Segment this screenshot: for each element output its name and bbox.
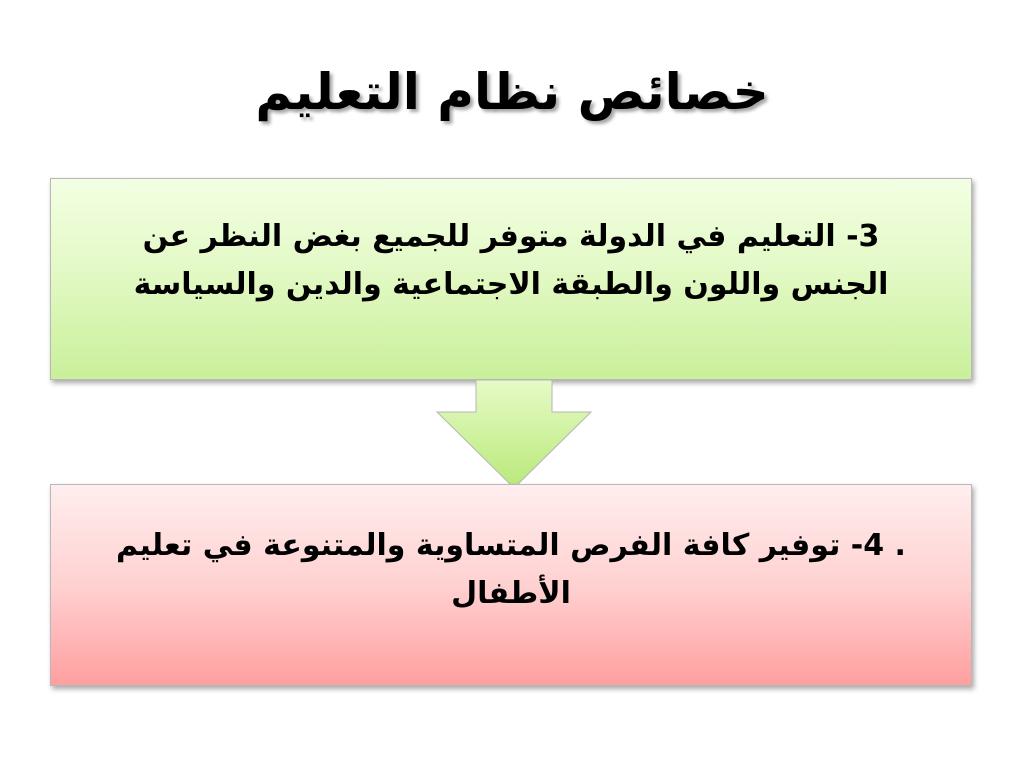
item-text-4: . 4- توفير كافة الفرص المتساوية والمتنوعة في تعليم الأطفال <box>116 528 906 611</box>
item-box-4 <box>50 484 972 686</box>
slide-title: خصائص نظام التعليم <box>255 63 769 121</box>
item-box-3 <box>50 178 972 380</box>
down-arrow-icon <box>435 378 593 490</box>
item-text-3: 3- التعليم في الدولة متوفر للجميع بغض النظر عن الجنس واللون والطبقة الاجتماعية والدين والسياسة <box>133 219 889 302</box>
